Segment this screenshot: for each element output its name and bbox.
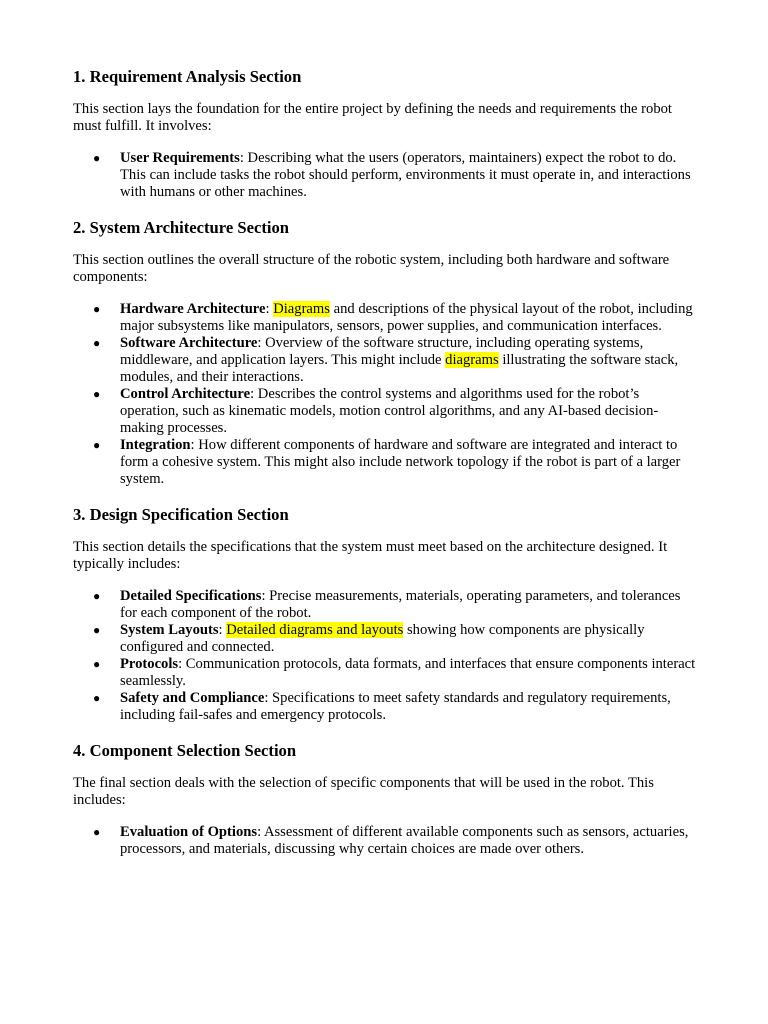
bullet-icon: ● [93,151,101,165]
item-text: : How different components of hardware and software are integrated and interact to form a cohesive system. This might also include network topology if the robot is part of a larger system. [120,437,681,487]
item-text: : Describes the control systems and algorithms used for the robot’s operation, such as kinematic models, motion control algorithms, and any AI-based decision-making processes. [120,386,659,436]
bullet-icon: ● [93,623,101,637]
section-heading: 2. System Architecture Section [73,218,289,237]
bullet-icon: ● [93,657,101,671]
section-intro: This section outlines the overall structure of the robotic system, including both hardware and software components: [73,252,670,285]
list-item [73,386,698,437]
list-item [73,690,698,724]
list-item [73,656,698,690]
item-term: Protocols [120,656,179,672]
item-term: Safety and Compliance [120,690,265,706]
item-text: : Assessment of different available components such as sensors, actuaries, processors, and materials, discussing why certain choices are made over others. [120,824,689,857]
item-highlight: Diagrams [273,301,330,317]
item-highlight: Detailed diagrams and layouts [226,622,404,638]
item-highlight: diagrams [445,352,499,368]
item-term: Control Architecture [120,386,251,402]
bullet-icon: ● [93,302,101,316]
list-item [73,150,698,201]
section-heading: 4. Component Selection Section [73,741,297,760]
list-item [73,824,698,858]
list-item [73,437,698,488]
list-item [73,301,698,335]
item-text: : Specifications to meet safety standards and regulatory requirements, including fail-safes and emergency protocols. [120,690,671,723]
item-pre: : Overview of the software structure, including operating systems, middleware, and application layers. This might include [120,335,644,368]
section-heading: 3. Design Specification Section [73,505,289,524]
item-text: and descriptions of the physical layout of the robot, including major subsystems like manipulators, sensors, power supplies, and communication interfaces. [120,301,693,334]
bullet-list [73,588,698,724]
bullet-list [73,150,698,201]
bullet-icon: ● [93,589,101,603]
item-term: Integration [120,437,191,453]
list-item [73,335,698,386]
item-pre: : [265,301,274,317]
section-intro: This section lays the foundation for the entire project by defining the needs and requirements the robot must fulfill. It involves: [73,101,672,134]
item-term: Evaluation of Options [120,824,258,840]
section-intro: The final section deals with the selection of specific components that will be used in the robot. This includes: [73,775,654,808]
section-requirement-analysis [73,66,698,201]
item-text: : Communication protocols, data formats, and interfaces that ensure components interact seamlessly. [120,656,696,689]
section-heading: 1. Requirement Analysis Section [73,67,302,86]
item-text: : Describing what the users (operators, maintainers) expect the robot to do. This can include tasks the robot should perform, environments it must operate in, and interactions with humans or other machines. [120,150,691,200]
list-item [73,622,698,656]
bullet-list [73,301,698,488]
bullet-icon: ● [93,825,101,839]
section-design-specification [73,504,698,724]
section-system-architecture [73,217,698,488]
section-intro: This section details the specifications that the system must meet based on the architecture designed. It typically includes: [73,539,668,572]
item-term: System Layouts [120,622,219,638]
document-page [73,66,698,858]
list-item [73,588,698,622]
item-pre: : [218,622,227,638]
bullet-icon: ● [93,691,101,705]
item-term: Hardware Architecture [120,301,266,317]
item-term: Detailed Specifications [120,588,262,604]
section-component-selection [73,740,698,858]
item-text: : Precise measurements, materials, operating parameters, and tolerances for each component of the robot. [120,588,681,621]
bullet-icon: ● [93,438,101,452]
item-text: showing how components are physically configured and connected. [120,622,645,655]
bullet-icon: ● [93,336,101,350]
bullet-icon: ● [93,387,101,401]
bullet-list [73,824,698,858]
item-term: User Requirements [120,150,240,166]
item-term: Software Architecture [120,335,258,351]
item-text: illustrating the software stack, modules, and their interactions. [120,352,679,385]
